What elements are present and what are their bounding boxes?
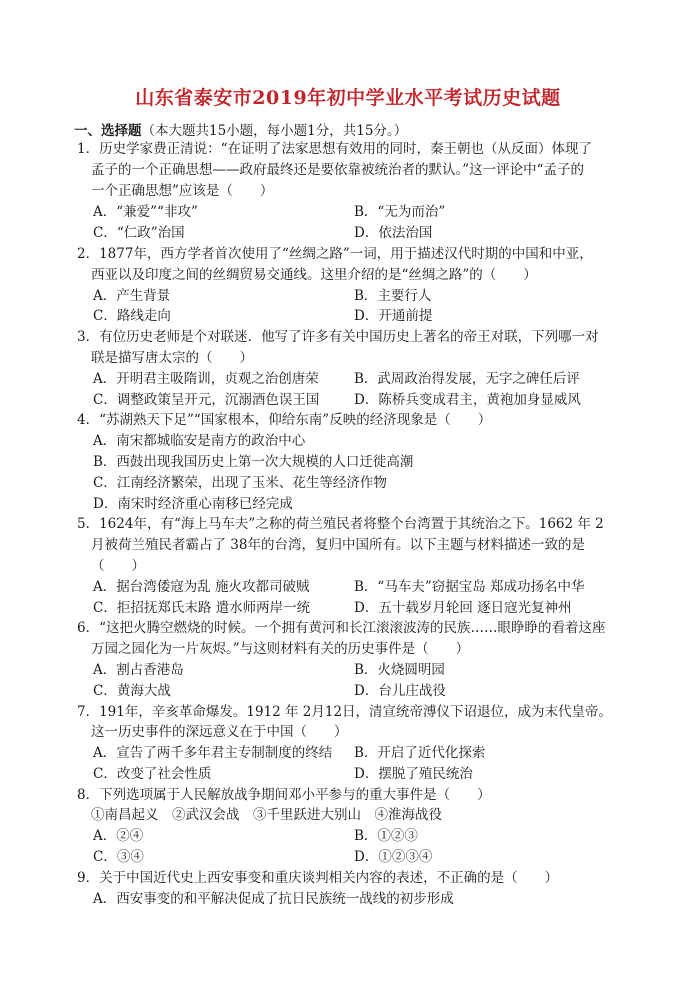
question-3-option-a: A．开明君主吸隋训，贞观之治创唐荣 bbox=[93, 371, 319, 387]
question-3-option-d: D．陈桥兵变成君主，黄袍加身显威风 bbox=[354, 392, 581, 408]
question-5-option-d: D．五十载岁月轮回 逐日寇光复神州 bbox=[354, 600, 572, 616]
question-9-option-a: A．西安事变的和平解决促成了抗日民族统一战线的初步形成 bbox=[93, 891, 454, 907]
question-2-option-d: D．开通前提 bbox=[354, 308, 433, 324]
question-8-option-a: A．②④ bbox=[93, 828, 144, 844]
question-5-option-b: B．“马车夫”窃据宝岛 郑成功扬名中华 bbox=[354, 579, 585, 595]
question-5-line-1: 5．1624年，有“海上马车夫”之称的荷兰殖民者将整个台湾置于其统治之下。1662 年 2 bbox=[77, 516, 604, 532]
question-5-option-c: C．拒招抚郑氏末路 遣水师两岸一统 bbox=[93, 600, 311, 616]
question-4-line-1: 4．“苏湖熟天下足”“国家根本，仰给东南”反映的经济现象是（ ） bbox=[77, 412, 492, 428]
question-6-option-b: B．火烧圆明园 bbox=[354, 662, 445, 678]
question-3-line-2: 联是描写唐太宗的（ ） bbox=[91, 350, 253, 366]
question-5-line-2: 月被荷兰殖民者霸占了 38年的台湾，复归中国所有。以下主题与材料描述一致的是 bbox=[91, 537, 585, 553]
question-4-option-a: A．南宋都城临安是南方的政治中心 bbox=[93, 433, 306, 449]
question-5-line-3: （ ） bbox=[91, 558, 145, 574]
section-heading bbox=[74, 119, 407, 139]
page-title: 山东省泰安市2019年初中学业水平考试历史试题 bbox=[135, 87, 561, 109]
question-8-line-1: 8．下列选项属于人民解放战争期间邓小平参与的重大事件是（ ） bbox=[77, 787, 491, 803]
question-2-line-2: 西亚以及印度之间的丝绸贸易交通线。这里介绍的是“丝绸之路”的（ ） bbox=[91, 267, 537, 283]
question-1-option-b: B．“无为而治” bbox=[354, 204, 446, 220]
section-note: （本大题共15小题，每小题1分，共15分。） bbox=[141, 123, 408, 139]
question-7-option-a: A．宣告了两千多年君主专制制度的终结 bbox=[93, 745, 333, 761]
question-1-line-1: 1．历史学家费正清说：“在证明了法家思想有效用的同时，秦王朝也（从反面）体现了 bbox=[77, 141, 592, 157]
question-2-line-1: 2．1877年，西方学者首次使用了“丝绸之路”一词，用于描述汉代时期的中国和中亚， bbox=[77, 246, 593, 262]
question-9-line-1: 9．关于中国近代史上西安事变和重庆谈判相关内容的表述，不正确的是（ ） bbox=[77, 870, 559, 886]
question-8-option-c: C．③④ bbox=[93, 849, 144, 865]
question-6-line-1: 6．“这把火腾空燃烧的时候。一个拥有黄河和长江滚滚波涛的民族……眼睁睁的看着这座 bbox=[77, 620, 606, 636]
question-7-option-b: B．开启了近代化探索 bbox=[354, 745, 486, 761]
section-label: 一、选择题 bbox=[74, 123, 142, 139]
question-2-option-a: A．产生背景 bbox=[93, 288, 171, 304]
question-8-option-d: D．①②③④ bbox=[354, 849, 433, 865]
question-8-line-2: ①南昌起义 ②武汉会战 ③千里跃进大别山 ④淮海战役 bbox=[91, 807, 442, 823]
question-6-option-d: D．台儿庄战役 bbox=[354, 683, 446, 699]
question-1-line-3: 一个正确思想”应该是（ ） bbox=[91, 183, 274, 199]
question-6-option-a: A．割占香港岛 bbox=[93, 662, 184, 678]
question-7-line-1: 7．191年，辛亥革命爆发。1912 年 2月12日，清宣统帝溥仪下诏退位，成为末代皇帝。 bbox=[77, 704, 613, 720]
question-7-option-d: D．摆脱了殖民统治 bbox=[354, 766, 473, 782]
question-4-option-c: C．江南经济繁荣，出现了玉米、花生等经济作物 bbox=[93, 475, 387, 491]
question-7-option-c: C．改变了社会性质 bbox=[93, 766, 212, 782]
question-6-option-c: C．黄海大战 bbox=[93, 683, 171, 699]
question-2-option-b: B．主要行人 bbox=[354, 288, 432, 304]
question-6-line-2: 万园之园化为一片灰烬。”与这则材料有关的历史事件是（ ） bbox=[91, 641, 470, 657]
question-4-option-b: B．西鼓出现我国历史上第一次大规模的人口迁徙高潮 bbox=[93, 454, 414, 470]
question-1-option-a: A．“兼爱”“非攻” bbox=[93, 204, 198, 220]
question-1-line-2: 孟子的一个正确思想——政府最终还是要依靠被统治者的默认。”这一评论中“孟子的 bbox=[91, 162, 585, 178]
question-5-option-a: A．据台湾倭寇为乱 施火攻都司破贼 bbox=[93, 579, 310, 595]
question-3-option-c: C．调整政策呈开元，沉溺酒色误王国 bbox=[93, 392, 320, 408]
question-4-option-d: D．南宋时经济重心南移已经完成 bbox=[93, 496, 293, 512]
question-3-line-1: 3．有位历史老师是个对联迷．他写了许多有关中国历史上著名的帝王对联，下列哪一对 bbox=[77, 329, 599, 345]
question-7-line-2: 这一历史事件的深远意义在于中国（ ） bbox=[91, 724, 348, 740]
question-1-option-d: D．依法治国 bbox=[354, 225, 433, 241]
question-2-option-c: C．路线走向 bbox=[93, 308, 171, 324]
question-3-option-b: B．武周政治得发展，无字之碑任后评 bbox=[354, 371, 580, 387]
question-1-option-c: C．“仁政”治国 bbox=[93, 225, 185, 241]
question-8-option-b: B．①②③ bbox=[354, 828, 418, 844]
